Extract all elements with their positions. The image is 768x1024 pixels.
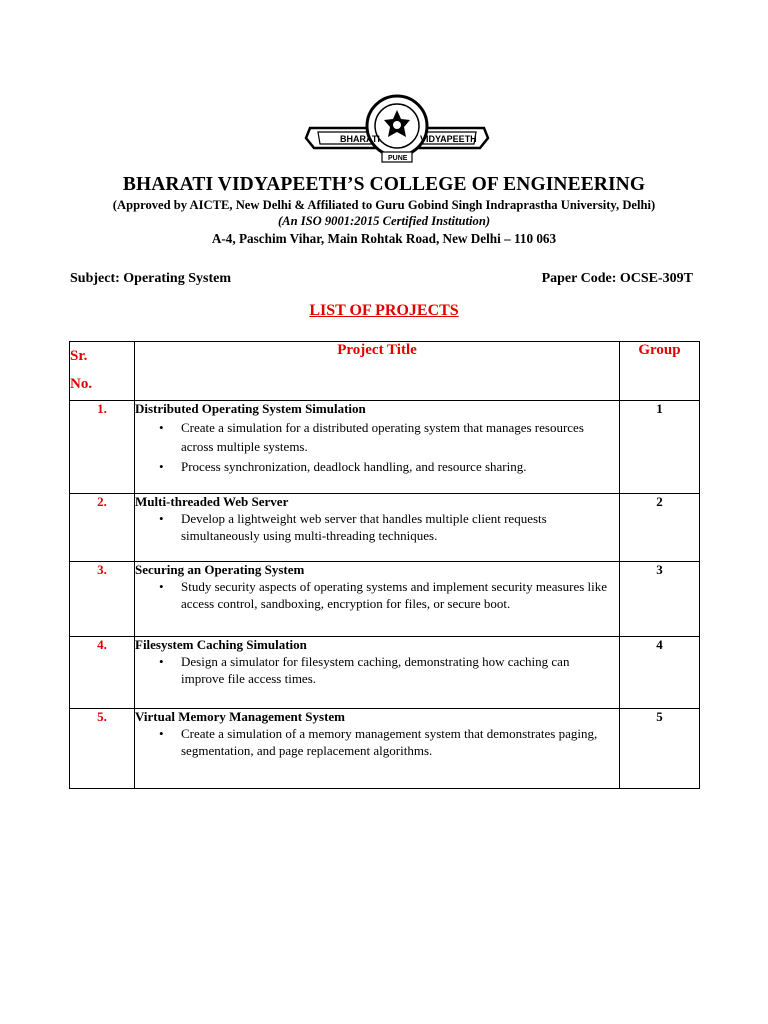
- row-sr-no: 4.: [70, 637, 135, 709]
- list-title: LIST OF PROJECTS: [309, 302, 459, 319]
- project-title: Distributed Operating System Simulation: [135, 401, 366, 416]
- logo-text-right: VIDYAPEETH: [420, 134, 477, 144]
- row-body: [135, 709, 620, 789]
- project-title: Filesystem Caching Simulation: [135, 637, 307, 652]
- row-body: [135, 637, 620, 709]
- project-title: Securing an Operating System: [135, 562, 305, 577]
- bullet-item: • Create a simulation of a memory management system that demonstrates paging, segmentation, and page replacement algorithms.: [135, 725, 619, 759]
- row-sr-no: 5.: [70, 709, 135, 789]
- header-project-title: Project Title: [135, 342, 620, 401]
- header-sr-no: [70, 342, 135, 401]
- project-bullets: [135, 510, 619, 544]
- table-row: [70, 709, 700, 789]
- project-title: Virtual Memory Management System: [135, 709, 345, 724]
- project-title: Multi-threaded Web Server: [135, 494, 289, 509]
- table-row: [70, 494, 700, 562]
- projects-table: [69, 341, 700, 789]
- row-group: 1: [620, 401, 700, 494]
- row-sr-no: 1.: [70, 401, 135, 494]
- bullet-item: • Process synchronization, deadlock handling, and resource sharing.: [135, 457, 619, 476]
- row-body: [135, 494, 620, 562]
- row-body: [135, 562, 620, 637]
- row-group: 3: [620, 562, 700, 637]
- subject-label: Subject: Operating System: [70, 271, 231, 286]
- address-line: A-4, Paschim Vihar, Main Rohtak Road, New Delhi – 110 063: [211, 231, 557, 246]
- bullet-item: • Design a simulator for filesystem caching, demonstrating how caching can improve file access times.: [135, 653, 619, 687]
- iso-line: (An ISO 9001:2015 Certified Institution): [277, 214, 491, 228]
- college-name: BHARATI VIDYAPEETH’S COLLEGE OF ENGINEERING: [122, 174, 646, 195]
- table-row: [70, 401, 700, 494]
- approval-line: (Approved by AICTE, New Delhi & Affiliated to Guru Gobind Singh Indraprastha University, Delhi): [112, 198, 656, 212]
- project-bullets: [135, 578, 619, 612]
- logo-text-left: BHARATI: [340, 134, 380, 144]
- bullet-item: • Study security aspects of operating systems and implement security measures like access control, sandboxing, encryption for files, or secure boot.: [135, 578, 619, 612]
- header-sr-line2: No.: [70, 376, 93, 392]
- paper-code: Paper Code: OCSE-309T: [541, 271, 693, 286]
- project-bullets: [135, 725, 619, 759]
- logo-text-bottom: PUNE: [388, 155, 408, 162]
- table-row: [70, 562, 700, 637]
- project-bullets: [135, 653, 619, 687]
- project-bullets: [135, 418, 619, 476]
- bullet-item: • Create a simulation for a distributed operating system that manages resources across multiple systems.: [135, 418, 619, 456]
- header-group: Group: [620, 342, 700, 401]
- row-group: 5: [620, 709, 700, 789]
- college-emblem-icon: [302, 86, 492, 166]
- bullet-item: • Develop a lightweight web server that handles multiple client requests simultaneously using multi-threading techniques.: [135, 510, 619, 544]
- college-logo: [302, 86, 492, 166]
- row-sr-no: 2.: [70, 494, 135, 562]
- header-sr-line1: Sr.: [70, 348, 88, 364]
- row-sr-no: 3.: [70, 562, 135, 637]
- table-header-row: [70, 342, 700, 401]
- table-row: [70, 637, 700, 709]
- row-group: 2: [620, 494, 700, 562]
- row-group: 4: [620, 637, 700, 709]
- row-body: [135, 401, 620, 494]
